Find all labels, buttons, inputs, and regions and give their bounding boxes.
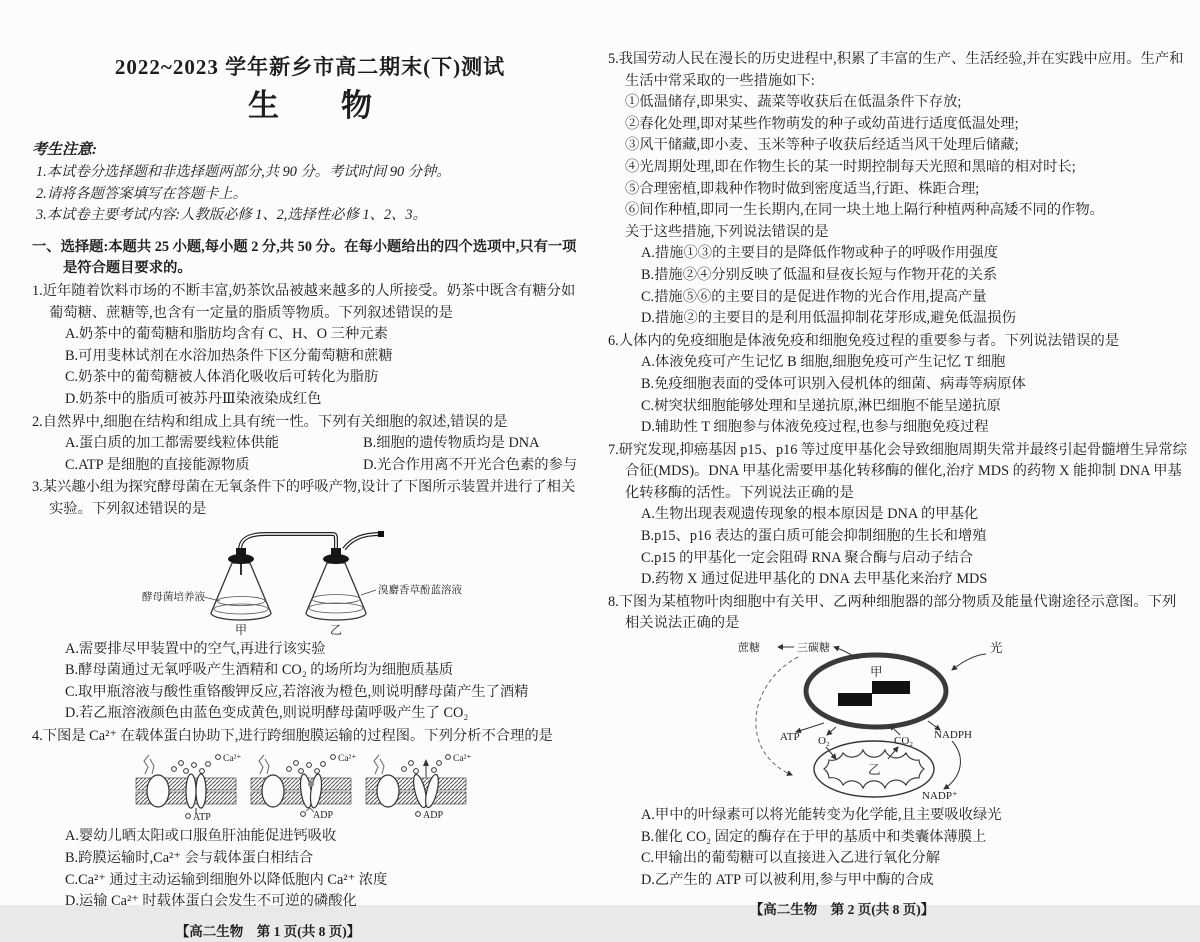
question-7-option-b: B.p15、p16 表达的蛋白质可能会抑制细胞的生长和增殖: [641, 528, 987, 545]
question-1: [32, 281, 588, 411]
question-5-measure-4: ④光周期处理,即在作物生长的某一时期控制每天光照和黑暗的相对时长;: [625, 158, 1076, 175]
mitochondrion-label: 乙: [868, 763, 881, 778]
question-8-option-c: C.甲输出的葡萄糖可以直接进入乙进行氧化分解: [641, 850, 941, 867]
notice-heading: 考生注意:: [32, 142, 97, 158]
question-7-option-a: A.生物出现表观遗传现象的根本原因是 DNA 的甲基化: [641, 506, 979, 523]
ca-ion-label-3: Ca²⁺: [453, 754, 472, 765]
question-8-stem: 8.下图为某植物叶肉细胞中有关甲、乙两种细胞器的部分物质及能量代谢途径示意图。下列相关说法正确的是: [608, 593, 1177, 632]
adp-label-1: ADP: [313, 810, 334, 822]
atp-label: ATP: [780, 731, 800, 744]
ca-ion-label-1: Ca²⁺: [223, 754, 242, 765]
question-5-stem: 5.我国劳动人民在漫长的历史进程中,积累了丰富的生产、生活经验,并在实践中应用。生产和生活中常采取的一些措施如下:: [608, 51, 1184, 89]
question-1-stem: 1.近年随着饮料市场的不断丰富,奶茶饮品被越来越多的人所接受。奶茶中既含有糖分如葡萄糖、蔗糖等,也含有一定量的脂质等物质。下列叙述错误的是: [32, 282, 576, 321]
question-2-option-d: D.光合作用离不开光合色素的参与: [363, 456, 578, 473]
flask-a: [211, 548, 271, 620]
question-5-option-a: A.措施①③的主要目的是降低作物或种子的呼吸作用强度: [641, 245, 999, 262]
question-5: [608, 49, 1188, 330]
exam-title: 2022~2023 学年新乡市高二期末(下)测试: [114, 55, 506, 79]
notice-item-2: 2.请将各题答案填写在答题卡上。: [36, 185, 247, 202]
question-6-option-b: B.免疫细胞表面的受体可识别入侵机体的细菌、病毒等病原体: [641, 375, 1026, 392]
question-5-measure-3: ③风干储藏,即小麦、玉米等种子收获后经适当风干处理后储藏;: [625, 137, 1019, 154]
question-3: [32, 477, 588, 725]
question-5-option-c: C.措施⑤⑥的主要目的是促进作物的光合作用,提高产量: [641, 288, 987, 305]
question-4-option-c: C.Ca²⁺ 通过主动运输到细胞外以降低胞内 Ca²⁺ 浓度: [65, 871, 388, 888]
exam-subject: 生物: [248, 88, 434, 123]
nadph-label: NADPH: [934, 729, 972, 742]
question-2: [32, 412, 588, 477]
ca-ion-label-2: Ca²⁺: [338, 754, 357, 765]
question-5-option-d: D.措施②的主要目的是利用低温抑制花芽形成,避免低温损伤: [641, 310, 1016, 327]
page-1-column: [32, 48, 588, 942]
question-2-option-a: A.蛋白质的加工都需要线粒体供能: [65, 435, 280, 452]
question-6-option-a: A.体液免疫可产生记忆 B 细胞,细胞免疫可产生记忆 T 细胞: [641, 354, 1006, 371]
question-5-measure-5: ⑤合理密植,即栽种作物时做到密度适当,行距、株距合理;: [625, 180, 980, 197]
flask-experiment-figure: [140, 523, 470, 639]
nadp-label: NADP⁺: [922, 790, 958, 803]
question-8-option-a: A.甲中的叶绿素可以将光能转变为化学能,且主要吸收绿光: [641, 807, 1002, 824]
question-5-measure-1: ①低温储存,即果实、蔬菜等收获后在低温条件下存放;: [625, 94, 962, 111]
question-8: [608, 592, 1188, 892]
membrane-panel-1: [136, 754, 241, 823]
flask-a-label: 甲: [235, 622, 248, 637]
chloroplast-mitochondrion-figure: [736, 635, 1016, 805]
question-2-option-c: C.ATP 是细胞的直接能源物质: [65, 456, 250, 473]
question-4-option-b: B.跨膜运输时,Ca²⁺ 会与载体蛋白相结合: [65, 850, 314, 867]
question-5-measure-6: ⑥间作种植,即同一生长期内,在同一块土地上隔行种植两种高矮不同的作物。: [625, 202, 1104, 219]
question-1-option-d: D.奶茶中的脂质可被苏丹Ⅲ染液染成红色: [65, 390, 322, 407]
section-1-header: 一、选择题:本题共 25 小题,每小题 2 分,共 50 分。在每小题给出的四个选项中,只有一项是符合题目要求的。: [32, 238, 577, 277]
question-3-option-b: B.酵母菌通过无氧呼吸产生酒精和 CO₂ 的场所均为细胞质基质: [65, 662, 454, 679]
question-4-stem: 4.下图是 Ca²⁺ 在载体蛋白协助下,进行跨细胞膜运输的过程图。下列分析不合理的是: [32, 727, 553, 744]
question-1-option-b: B.可用斐林试剂在水浴加热条件下区分葡萄糖和蔗糖: [65, 347, 393, 364]
notice-item-3: 3.本试卷主要考试内容:人教版必修 1、2,选择性必修 1、2、3。: [36, 207, 427, 224]
granum-2: [872, 681, 910, 694]
granum-1: [838, 693, 872, 706]
flask-b: [306, 548, 366, 620]
question-1-option-c: C.奶茶中的葡萄糖被人体消化吸收后可转化为脂肪: [65, 369, 379, 386]
question-6-option-c: C.树突状细胞能够处理和呈递抗原,淋巴细胞不能呈递抗原: [641, 397, 1001, 414]
question-5-tail: 关于这些措施,下列说法错误的是: [625, 223, 829, 240]
question-7-option-d: D.药物 X 通过促进甲基化的 DNA 去甲基化来治疗 MDS: [641, 571, 988, 588]
membrane-transport-figure: [132, 748, 477, 826]
sucrose-label: 蔗糖: [738, 642, 760, 655]
notice-item-1: 1.本试卷分选择题和非选择题两部分,共 90 分。考试时间 90 分钟。: [36, 164, 451, 180]
page-2-column: [608, 48, 1188, 921]
question-2-stem: 2.自然界中,细胞在结构和组成上具有统一性。下列有关细胞的叙述,错误的是: [32, 413, 508, 430]
question-7: [608, 440, 1188, 591]
question-6: [608, 331, 1188, 439]
triose-label: 三碳糖: [797, 642, 830, 655]
question-8-option-b: B.催化 CO₂ 固定的酶存在于甲的基质中和类囊体薄膜上: [641, 828, 987, 845]
membrane-panel-2: [251, 754, 356, 821]
light-label: 光: [990, 641, 1003, 656]
question-7-stem: 7.研究发现,抑癌基因 p15、p16 等过度甲基化会导致细胞周期失常并最终引起骨髓增生异常综合征(MDS)。DNA 甲基化需要甲基化转移酶的催化,治疗 MDS 的药物 X 能抑制 DNA 甲基化转移酶的活性。下列说法正确的是: [608, 441, 1188, 501]
question-6-stem: 6.人体内的免疫细胞是体液免疫和细胞免疫过程的重要参与者。下列说法错误的是: [608, 332, 1120, 349]
question-2-options: [32, 433, 588, 476]
question-4-option-d: D.运输 Ca²⁺ 时载体蛋白会发生不可逆的磷酸化: [65, 893, 357, 910]
page-1-footer: 【高二生物 第 1 页(共 8 页)】: [175, 923, 361, 939]
question-6-option-d: D.辅助性 T 细胞参与体液免疫过程,也参与细胞免疫过程: [641, 419, 989, 436]
flask-a-content-label: 酵母菌培养液: [142, 591, 205, 603]
page-2-footer: 【高二生物 第 2 页(共 8 页)】: [749, 902, 935, 918]
question-3-option-a: A.需要排尽甲装置中的空气,再进行该实验: [65, 640, 326, 657]
question-1-option-a: A.奶茶中的葡萄糖和脂肪均含有 C、H、O 三种元素: [65, 326, 388, 343]
flask-b-content-label: 溴麝香草酚蓝溶液: [378, 584, 462, 596]
o2-label: O₂: [818, 735, 830, 748]
question-3-option-d: D.若乙瓶溶液颜色由蓝色变成黄色,则说明酵母菌呼吸产生了 CO₂: [65, 705, 469, 722]
question-5-measure-2: ②春化处理,即对某些作物萌发的种子或幼苗进行适度低温处理;: [625, 115, 1019, 132]
question-5-option-b: B.措施②④分别反映了低温和昼夜长短与作物开花的关系: [641, 266, 998, 283]
adp-label-2: ADP: [423, 810, 444, 822]
question-4-option-a: A.婴幼儿晒太阳或口服鱼肝油能促进钙吸收: [65, 828, 337, 845]
question-3-option-c: C.取甲瓶溶液与酸性重铬酸钾反应,若溶液为橙色,则说明酵母菌产生了酒精: [65, 683, 529, 700]
question-8-option-d: D.乙产生的 ATP 可以被利用,参与甲中酶的合成: [641, 871, 934, 888]
atp-label: ATP: [193, 812, 211, 824]
question-7-option-c: C.p15 的甲基化一定会阻碍 RNA 聚合酶与启动子结合: [641, 549, 974, 566]
question-3-stem: 3.某兴趣小组为探究酵母菌在无氧条件下的呼吸产物,设计了下图所示装置并进行了相关实验。下列叙述错误的是: [32, 479, 576, 517]
membrane-panel-3: [366, 754, 471, 821]
flask-b-label: 乙: [330, 622, 343, 637]
chloroplast-label: 甲: [870, 665, 883, 680]
question-4: [32, 726, 588, 913]
question-2-option-b: B.细胞的遗传物质均是 DNA: [363, 435, 540, 452]
recycle-path: [756, 657, 798, 775]
co2-label: CO₂: [894, 735, 914, 748]
